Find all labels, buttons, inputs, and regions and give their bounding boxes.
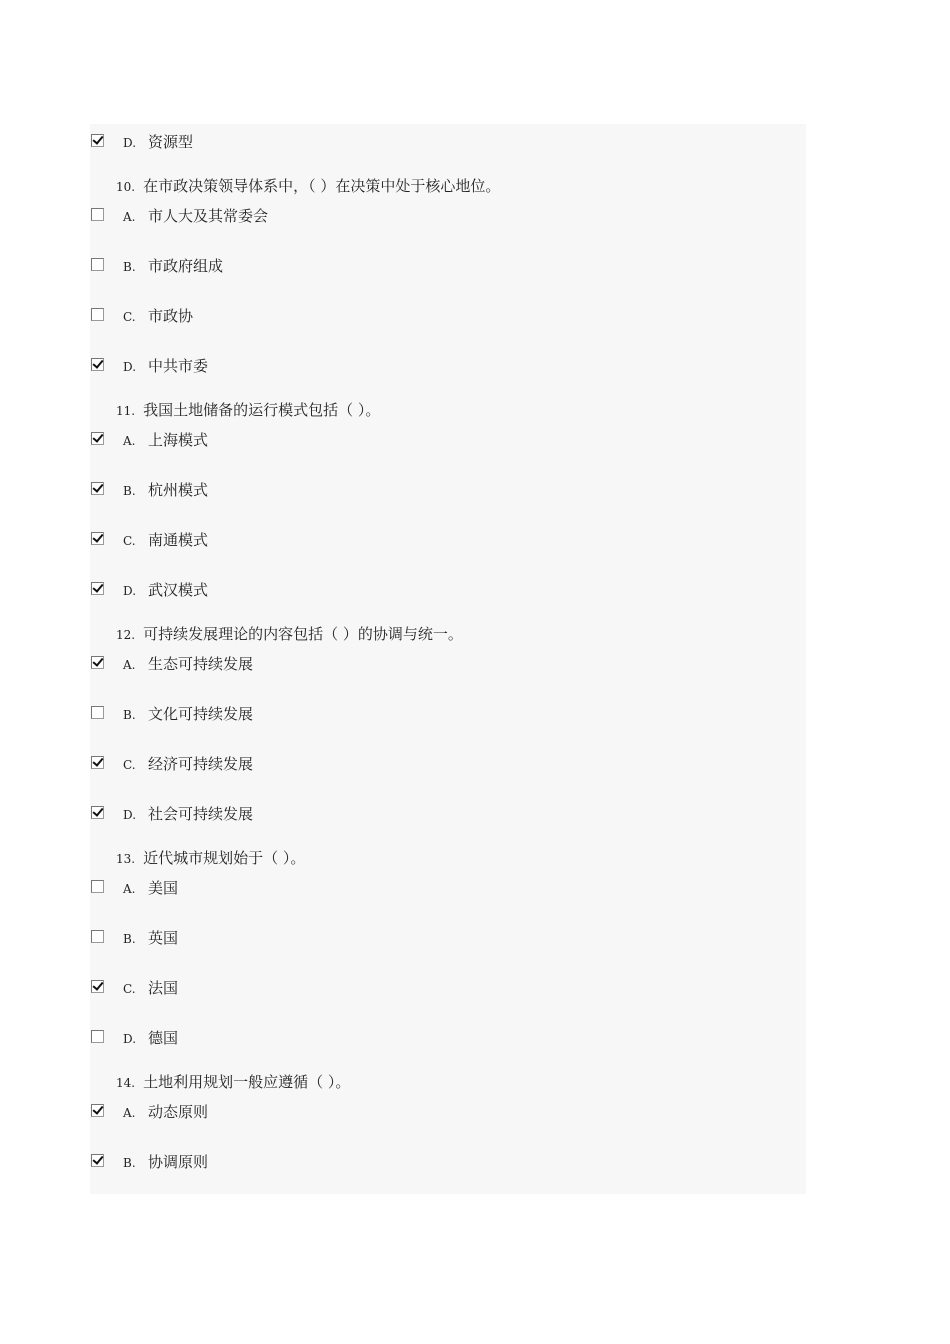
option-letter: D. [123, 584, 137, 598]
option-letter: D. [123, 1032, 137, 1046]
option-letter: B. [123, 1156, 136, 1170]
checkbox[interactable] [91, 582, 104, 595]
option-letter: C. [123, 758, 136, 772]
option-q13-b[interactable] [91, 928, 391, 948]
option-q12-c[interactable] [91, 754, 391, 774]
option-text: 武汉模式 [148, 581, 209, 599]
question-12-title [116, 625, 463, 644]
checkbox[interactable] [91, 358, 104, 371]
option-letter: C. [123, 310, 136, 324]
option-letter: D. [123, 808, 137, 822]
option-q13-a[interactable] [91, 878, 391, 898]
option-text: 市人大及其常委会 [148, 207, 269, 225]
option-letter: D. [123, 360, 137, 374]
checkbox[interactable] [91, 308, 104, 321]
checkbox[interactable] [91, 980, 104, 993]
option-text: 动态原则 [148, 1103, 209, 1121]
question-10-title [116, 177, 500, 196]
option-text: 美国 [148, 879, 179, 897]
question-number: 10. [116, 180, 136, 194]
option-q11-c[interactable] [91, 530, 391, 550]
option-text: 南通模式 [148, 531, 209, 549]
question-14-title [116, 1073, 350, 1092]
checkbox[interactable] [91, 1104, 104, 1117]
option-text: 社会可持续发展 [148, 805, 254, 823]
option-letter: B. [123, 708, 136, 722]
option-text: 中共市委 [148, 357, 209, 375]
option-q11-d[interactable] [91, 580, 391, 600]
option-q10-a[interactable] [91, 206, 391, 226]
option-text: 市政府组成 [148, 257, 224, 275]
option-text: 经济可持续发展 [148, 755, 254, 773]
option-q14-b[interactable] [91, 1152, 391, 1172]
option-text: 文化可持续发展 [148, 705, 254, 723]
checkbox[interactable] [91, 880, 104, 893]
question-text: 可持续发展理论的内容包括（ ）的协调与统一。 [143, 625, 463, 643]
option-q13-d[interactable] [91, 1028, 391, 1048]
question-11-title [116, 401, 380, 420]
option-q10-c[interactable] [91, 306, 391, 326]
option-q9-d[interactable] [91, 132, 391, 152]
checkbox[interactable] [91, 532, 104, 545]
option-letter: A. [123, 882, 136, 896]
checkbox[interactable] [91, 756, 104, 769]
option-letter: A. [123, 434, 136, 448]
option-text: 生态可持续发展 [148, 655, 254, 673]
option-letter: A. [123, 658, 136, 672]
option-letter: B. [123, 484, 136, 498]
checkbox[interactable] [91, 806, 104, 819]
question-13-title [116, 849, 305, 868]
option-letter: D. [123, 136, 137, 150]
checkbox[interactable] [91, 930, 104, 943]
option-q10-d[interactable] [91, 356, 391, 376]
question-text: 土地利用规划一般应遵循（ ）。 [143, 1073, 351, 1091]
checkbox[interactable] [91, 258, 104, 271]
checkbox[interactable] [91, 208, 104, 221]
option-letter: B. [123, 932, 136, 946]
checkbox[interactable] [91, 134, 104, 147]
option-text: 德国 [148, 1029, 179, 1047]
question-text: 近代城市规划始于（ ）。 [143, 849, 306, 867]
checkbox[interactable] [91, 482, 104, 495]
option-q12-a[interactable] [91, 654, 391, 674]
option-q12-b[interactable] [91, 704, 391, 724]
option-text: 协调原则 [148, 1153, 209, 1171]
option-q11-b[interactable] [91, 480, 391, 500]
option-letter: C. [123, 534, 136, 548]
option-q10-b[interactable] [91, 256, 391, 276]
option-text: 杭州模式 [148, 481, 209, 499]
option-text: 市政协 [148, 307, 194, 325]
question-number: 12. [116, 628, 136, 642]
option-q12-d[interactable] [91, 804, 391, 824]
checkbox[interactable] [91, 1030, 104, 1043]
option-letter: A. [123, 210, 136, 224]
option-letter: B. [123, 260, 136, 274]
question-text: 在市政决策领导体系中，（ ）在决策中处于核心地位。 [143, 177, 501, 195]
question-text: 我国土地储备的运行模式包括（ ）。 [143, 401, 381, 419]
checkbox[interactable] [91, 1154, 104, 1167]
option-text: 法国 [148, 979, 179, 997]
option-q13-c[interactable] [91, 978, 391, 998]
option-letter: A. [123, 1106, 136, 1120]
option-q11-a[interactable] [91, 430, 391, 450]
question-number: 14. [116, 1076, 136, 1090]
question-number: 13. [116, 852, 136, 866]
option-q14-a[interactable] [91, 1102, 391, 1122]
question-number: 11. [116, 404, 136, 418]
option-text: 上海模式 [148, 431, 209, 449]
checkbox[interactable] [91, 432, 104, 445]
option-text: 英国 [148, 929, 179, 947]
checkbox[interactable] [91, 656, 104, 669]
option-letter: C. [123, 982, 136, 996]
checkbox[interactable] [91, 706, 104, 719]
option-text: 资源型 [148, 133, 194, 151]
